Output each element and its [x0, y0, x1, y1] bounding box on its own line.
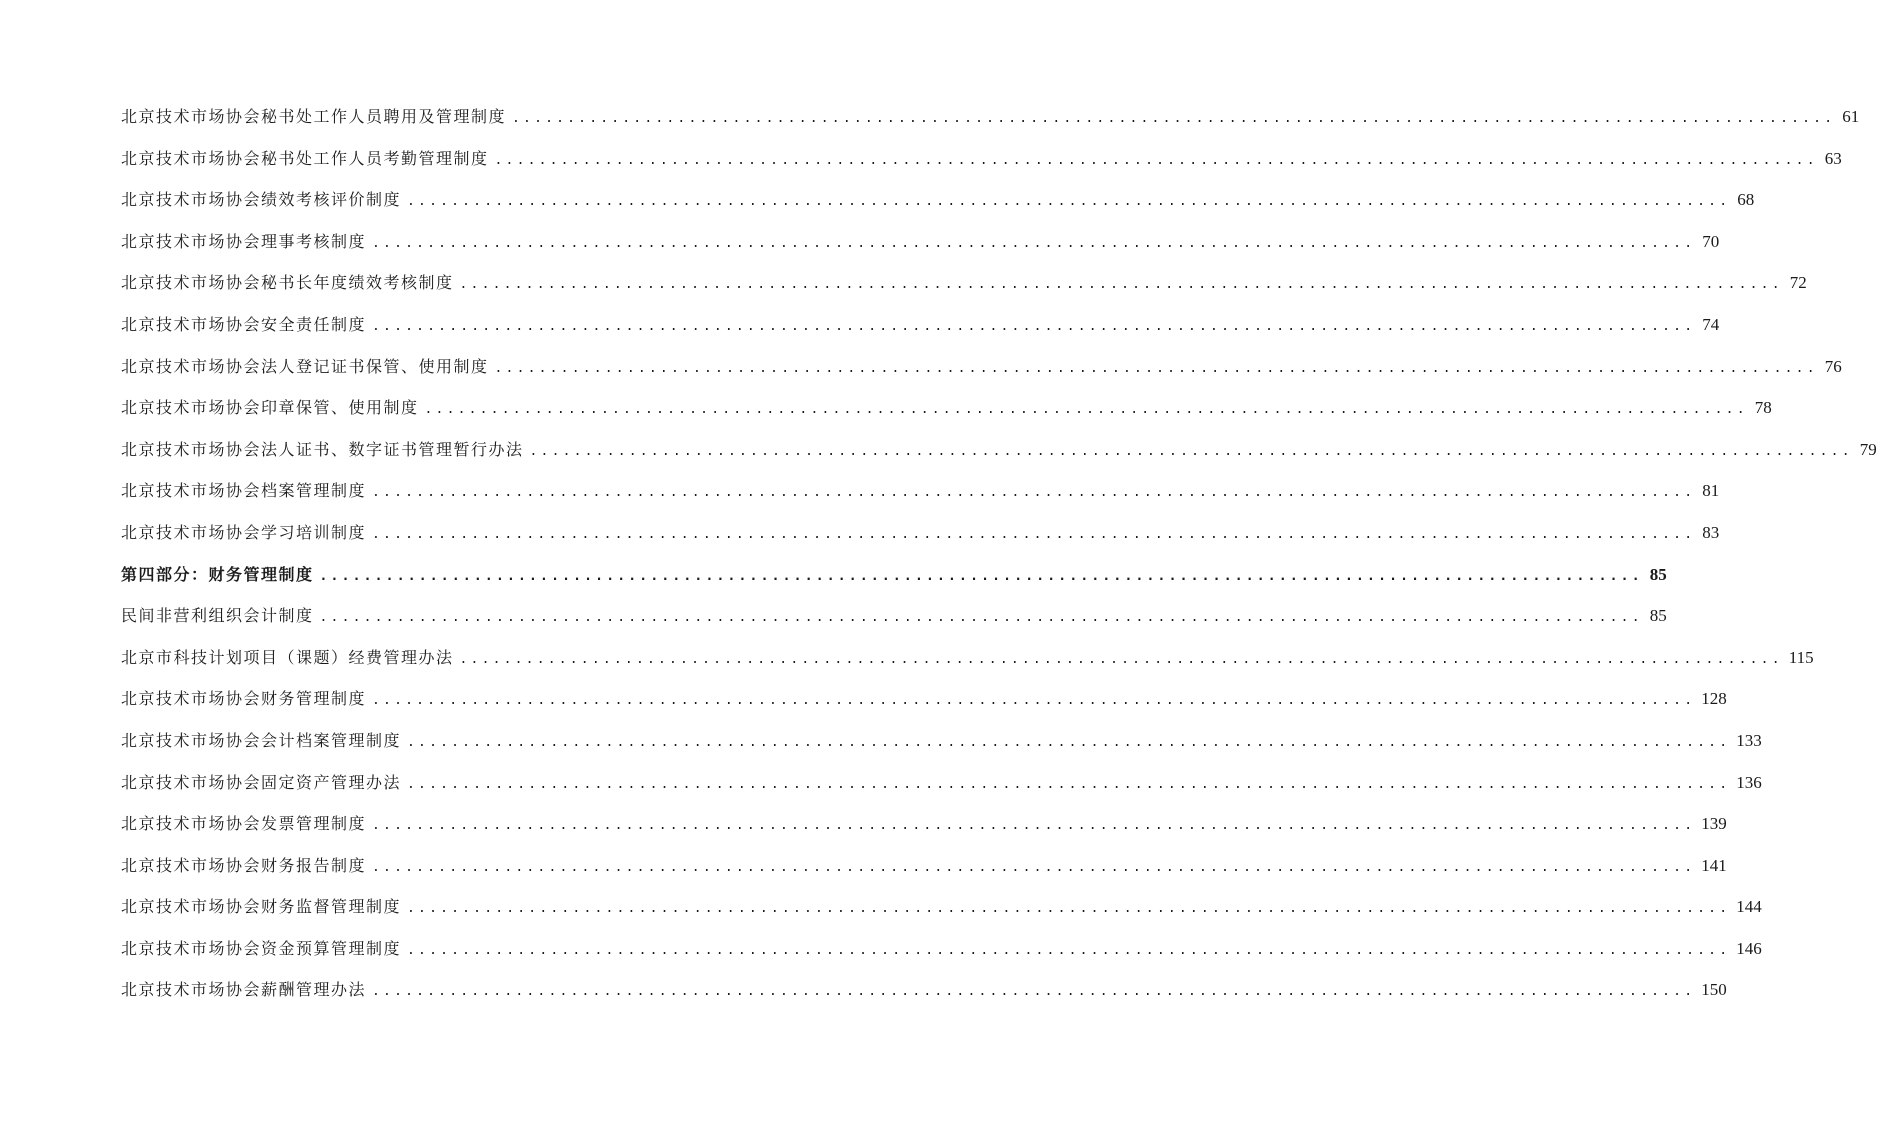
toc-page-number: 72 — [1789, 273, 1807, 293]
toc-entry-title: 北京技术市场协会资金预算管理制度 — [121, 938, 402, 958]
toc-dot-leader: ........................................................................................................................ — [319, 610, 1643, 626]
toc-entry[interactable] — [121, 429, 1877, 471]
toc-page-number: 63 — [1824, 148, 1842, 168]
toc-dot-leader: ........................................................................................................................ — [459, 277, 1783, 293]
toc-dot-leader: ........................................................................................................................ — [372, 984, 1696, 1000]
toc-entry[interactable] — [121, 304, 1720, 346]
toc-entry-title: 北京技术市场协会财务报告制度 — [121, 855, 367, 875]
toc-entry-title: 北京市科技计划项目（课题）经费管理办法 — [121, 647, 454, 667]
toc-dot-leader: ........................................................................................................................ — [372, 235, 1696, 251]
toc-entry-title: 北京技术市场协会印章保管、使用制度 — [121, 398, 419, 418]
toc-entry[interactable] — [121, 595, 1667, 637]
toc-dot-leader: ........................................................................................................................ — [372, 859, 1696, 875]
toc-dot-leader: ........................................................................................................................ — [407, 194, 1731, 210]
toc-entry[interactable] — [121, 720, 1762, 762]
toc-entry-title: 民间非营利组织会计制度 — [121, 606, 314, 626]
toc-dot-leader: ........................................................................................................................ — [372, 318, 1696, 334]
toc-page-number: 144 — [1736, 897, 1762, 917]
toc-entry[interactable] — [121, 637, 1814, 679]
toc-page-number: 61 — [1842, 107, 1860, 126]
toc-entry[interactable] — [121, 886, 1762, 928]
toc-entry[interactable] — [121, 179, 1755, 221]
toc-entry[interactable] — [121, 803, 1727, 845]
toc-page-number: 68 — [1737, 190, 1755, 210]
toc-dot-leader: ........................................................................................................................ — [372, 818, 1696, 834]
toc-entry-title: 北京技术市场协会秘书处工作人员考勤管理制度 — [121, 148, 489, 168]
toc-entry[interactable] — [121, 928, 1762, 970]
toc-entry-title: 第四部分：财务管理制度 — [121, 564, 314, 584]
toc-page-number: 76 — [1824, 356, 1842, 376]
toc-dot-leader: ........................................................................................................................ — [372, 693, 1696, 709]
toc-page-number: 141 — [1701, 855, 1727, 875]
toc-entry[interactable] — [121, 470, 1720, 512]
toc-entry[interactable] — [121, 96, 1860, 138]
toc-entry-title: 北京技术市场协会理事考核制度 — [121, 231, 367, 251]
toc-entry[interactable] — [121, 678, 1727, 720]
toc-page-number: 133 — [1736, 730, 1762, 750]
toc-page-number: 79 — [1859, 439, 1877, 459]
table-of-contents — [121, 96, 1877, 1011]
toc-entry-title: 北京技术市场协会发票管理制度 — [121, 814, 367, 834]
toc-entry[interactable] — [121, 221, 1720, 263]
toc-page-number: 146 — [1736, 938, 1762, 958]
toc-page-number: 115 — [1788, 647, 1814, 667]
toc-page-number: 74 — [1702, 314, 1720, 334]
toc-entry-title: 北京技术市场协会法人证书、数字证书管理暂行办法 — [121, 439, 524, 459]
toc-entry-title: 北京技术市场协会绩效考核评价制度 — [121, 190, 402, 210]
toc-page-number: 83 — [1702, 522, 1720, 542]
toc-page-number: 136 — [1736, 772, 1762, 792]
toc-dot-leader: ........................................................................................................................ — [319, 568, 1643, 584]
toc-dot-leader: ........................................................................................................................ — [407, 734, 1731, 750]
toc-entry-title: 北京技术市场协会法人登记证书保管、使用制度 — [121, 356, 489, 376]
toc-entry[interactable] — [121, 845, 1727, 887]
toc-entry[interactable] — [121, 969, 1727, 1011]
toc-dot-leader: ........................................................................................................................ — [407, 776, 1731, 792]
toc-entry[interactable] — [121, 138, 1842, 180]
toc-page-number: 81 — [1702, 481, 1720, 501]
toc-page-number: 139 — [1701, 814, 1727, 834]
toc-page-number: 85 — [1649, 564, 1667, 584]
toc-section-heading[interactable] — [121, 554, 1667, 596]
toc-page-number: 128 — [1701, 689, 1727, 709]
toc-entry-title: 北京技术市场协会固定资产管理办法 — [121, 772, 402, 792]
toc-entry[interactable] — [121, 512, 1720, 554]
toc-entry[interactable] — [121, 346, 1842, 388]
toc-dot-leader: ........................................................................................................................ — [424, 402, 1748, 418]
toc-page-number: 150 — [1701, 980, 1727, 1000]
toc-entry-title: 北京技术市场协会秘书处工作人员聘用及管理制度 — [121, 107, 507, 126]
toc-entry-title: 北京技术市场协会安全责任制度 — [121, 314, 367, 334]
toc-dot-leader: ........................................................................................................................ — [494, 360, 1818, 376]
toc-entry-title: 北京技术市场协会薪酬管理办法 — [121, 980, 367, 1000]
toc-entry[interactable] — [121, 762, 1762, 804]
toc-entry-title: 北京技术市场协会财务监督管理制度 — [121, 897, 402, 917]
toc-dot-leader: ........................................................................................................................ — [529, 443, 1853, 459]
toc-dot-leader: ........................................................................................................................ — [372, 485, 1696, 501]
toc-entry[interactable] — [121, 387, 1772, 429]
toc-entry-title: 北京技术市场协会会计档案管理制度 — [121, 730, 402, 750]
toc-dot-leader: ........................................................................................................................ — [494, 152, 1818, 168]
toc-page-number: 70 — [1702, 231, 1720, 251]
toc-dot-leader: ........................................................................................................................ — [372, 526, 1696, 542]
toc-page-number: 85 — [1649, 606, 1667, 626]
toc-entry[interactable] — [121, 262, 1807, 304]
toc-dot-leader: ........................................................................................................................ — [407, 942, 1731, 958]
toc-entry-title: 北京技术市场协会秘书长年度绩效考核制度 — [121, 273, 454, 293]
toc-dot-leader: ........................................................................................................................ — [407, 901, 1731, 917]
toc-entry-title: 北京技术市场协会档案管理制度 — [121, 481, 367, 501]
toc-dot-leader: ........................................................................................................................ — [459, 651, 1783, 667]
toc-page-number: 78 — [1754, 398, 1772, 418]
toc-dot-leader: ........................................................................................................................ — [512, 111, 1836, 126]
toc-entry-title: 北京技术市场协会财务管理制度 — [121, 689, 367, 709]
toc-entry-title: 北京技术市场协会学习培训制度 — [121, 522, 367, 542]
